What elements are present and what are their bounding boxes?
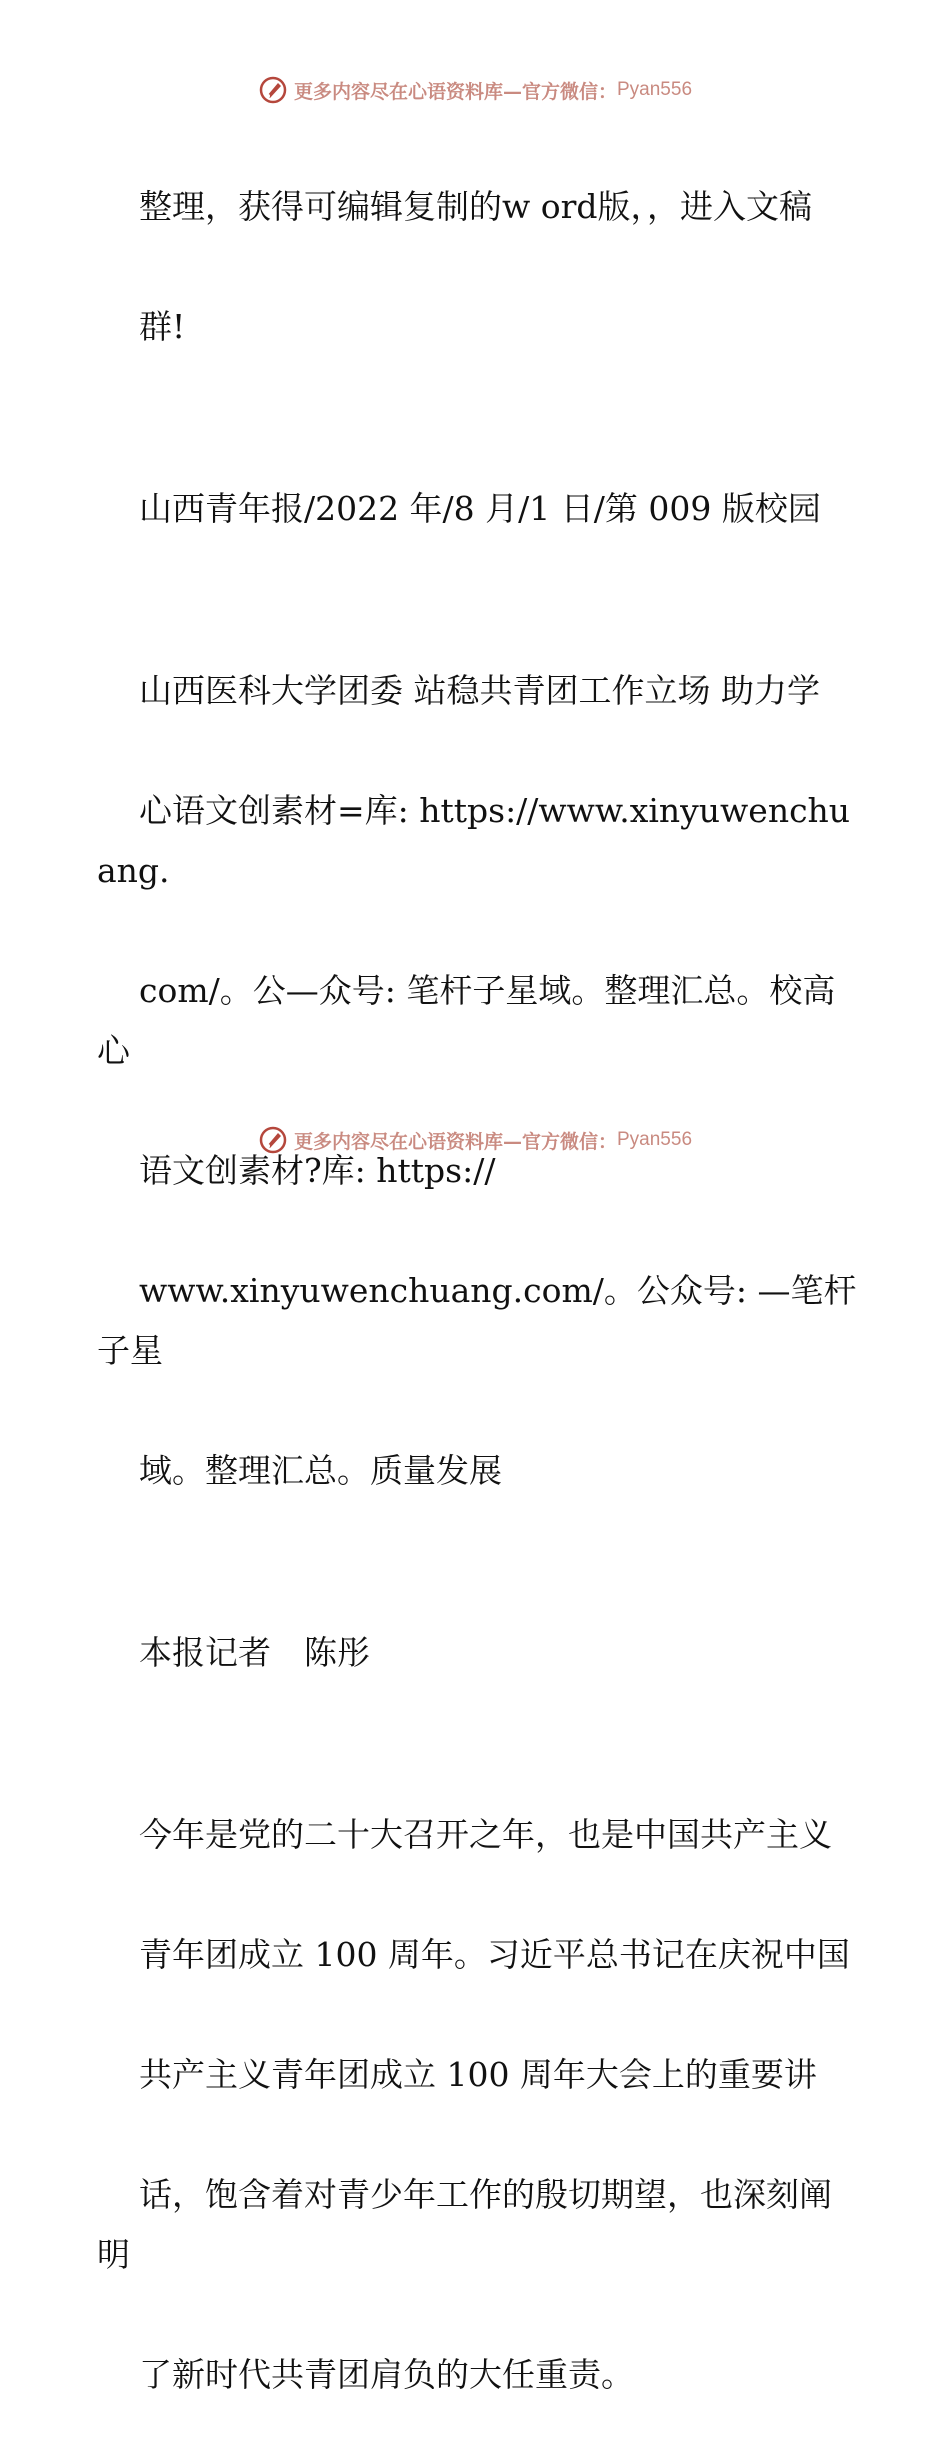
text-line: 群! <box>138 307 186 346</box>
text-line: 山西医科大学团委 站稳共青团工作立场 助力学 <box>138 671 820 710</box>
text-line: 今年是党的二十大召开之年，也是中国共产主义 <box>138 1815 832 1854</box>
pen-logo-icon <box>258 1125 288 1155</box>
text-line: 了新时代共青团肩负的大任重责。 <box>138 2355 634 2394</box>
footer-watermark <box>0 1120 950 1160</box>
header-watermark <box>0 70 950 110</box>
text-line: 域。整理汇总。质量发展 <box>138 1451 502 1490</box>
document-body <box>97 117 857 2460</box>
text-line: 共产主义青年团成立 100 周年大会上的重要讲 <box>138 2055 817 2094</box>
byline <box>97 1563 857 1743</box>
text-line: 青年团成立 100 周年。习近平总书记在庆祝中国 <box>138 1935 850 1974</box>
text-line: 整理，获得可编辑复制的w ord版，，进入文稿 <box>138 187 812 226</box>
text-line: com/。公—众号: 笔杆子星域。整理汇总。校高心 <box>97 971 836 1070</box>
pen-logo-icon <box>258 75 288 105</box>
intro-paragraph <box>97 117 857 417</box>
watermark-wechat-id: Pyan556 <box>617 79 693 100</box>
body-paragraph <box>97 1745 857 2460</box>
text-line: 山西青年报/2022 年/8 月/1 日/第 009 版校园 <box>138 489 821 528</box>
text-line: 本报记者 陈彤 <box>138 1633 370 1672</box>
text-line: 话，饱含着对青少年工作的殷切期望，也深刻阐明 <box>97 2175 832 2274</box>
source-line <box>97 419 857 599</box>
article-title-paragraph <box>97 601 857 1561</box>
text-line: 语文创素材?库: https:// <box>138 1151 496 1190</box>
text-line: www.xinyuwenchuang.com/。公众号: —笔杆子星 <box>97 1271 857 1370</box>
watermark-wechat-id: Pyan556 <box>617 1129 693 1150</box>
text-line: 心语文创素材=库: https://www.xinyuwenchuang. <box>97 791 851 890</box>
watermark-text: 更多内容尽在心语资料库—官方微信： <box>293 80 617 103</box>
watermark-text: 更多内容尽在心语资料库—官方微信： <box>293 1130 617 1153</box>
